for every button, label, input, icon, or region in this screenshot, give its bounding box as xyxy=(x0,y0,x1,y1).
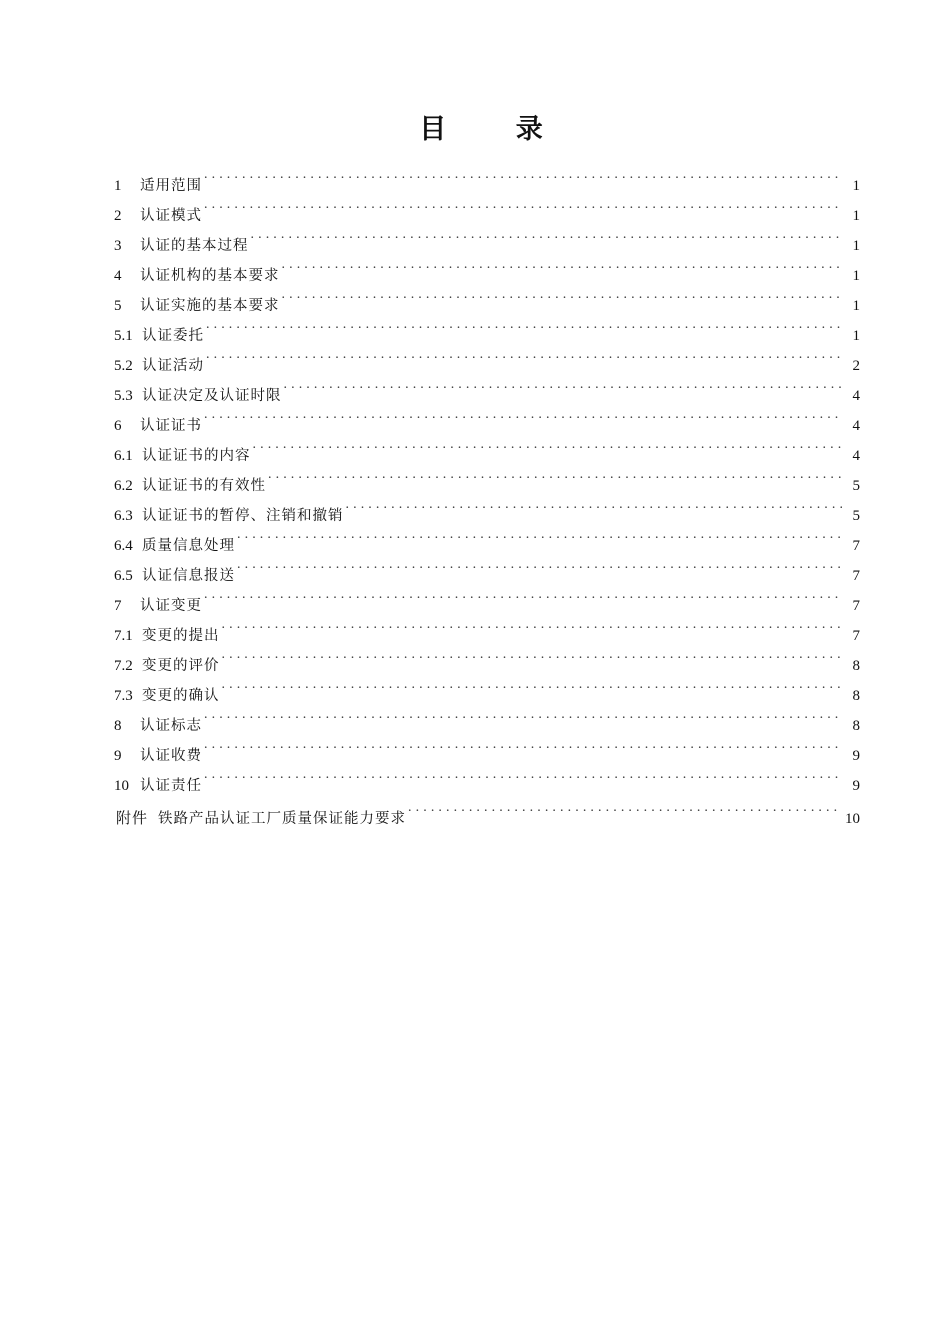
toc-entry-label: 认证机构的基本要求 xyxy=(140,268,280,284)
toc-dot-leader xyxy=(206,340,842,370)
toc-entry[interactable] xyxy=(114,430,860,464)
toc-dot-leader xyxy=(222,610,843,640)
toc-entry-page: 1 xyxy=(852,178,860,194)
toc-entry-label: 认证活动 xyxy=(142,358,204,374)
toc-entry-label: 变更的评价 xyxy=(142,658,220,674)
toc-dot-leader xyxy=(268,460,842,490)
toc-entry-label: 认证证书的内容 xyxy=(142,448,251,464)
toc-entry-number: 5.1 xyxy=(114,328,133,344)
toc-title: 目 录 xyxy=(419,114,573,145)
toc-entry-page: 1 xyxy=(852,208,860,224)
toc-entry-label: 认证信息报送 xyxy=(142,568,235,584)
toc-dot-leader xyxy=(204,160,842,190)
toc-dot-leader xyxy=(222,640,843,670)
toc-entry-number: 3 xyxy=(114,238,122,254)
table-of-contents xyxy=(114,160,860,827)
toc-appendix-prefix: 附件 xyxy=(116,811,149,827)
toc-entry-number: 6.2 xyxy=(114,478,133,494)
toc-entry-page: 1 xyxy=(852,328,860,344)
toc-entry-label: 认证证书的暂停、注销和撤销 xyxy=(142,508,344,524)
toc-entry-number: 4 xyxy=(114,268,122,284)
toc-entry[interactable] xyxy=(114,160,860,194)
toc-dot-leader xyxy=(204,700,842,730)
toc-entry-number: 6.5 xyxy=(114,568,133,584)
toc-entry-page: 8 xyxy=(852,658,860,674)
toc-entry-number: 2 xyxy=(114,208,122,224)
toc-entry-number: 5.3 xyxy=(114,388,133,404)
toc-entry-page: 5 xyxy=(852,478,860,494)
toc-entry-page: 4 xyxy=(852,388,860,404)
toc-entry-page: 7 xyxy=(852,628,860,644)
toc-entry-page: 5 xyxy=(852,508,860,524)
toc-entry[interactable] xyxy=(114,310,860,344)
toc-dot-leader xyxy=(204,760,842,790)
toc-dot-leader xyxy=(346,490,843,520)
toc-entry-label: 认证证书的有效性 xyxy=(142,478,266,494)
toc-dot-leader xyxy=(222,670,843,700)
toc-entry-label: 认证收费 xyxy=(140,748,202,764)
toc-entry-page: 8 xyxy=(852,718,860,734)
toc-entry-number: 7.2 xyxy=(114,658,133,674)
toc-entry-label: 铁路产品认证工厂质量保证能力要求 xyxy=(158,811,407,827)
toc-entry-label: 认证实施的基本要求 xyxy=(140,298,280,314)
toc-entry-label: 认证模式 xyxy=(140,208,202,224)
toc-entry-page: 4 xyxy=(852,448,860,464)
toc-dot-leader xyxy=(204,190,842,220)
toc-dot-leader xyxy=(282,250,843,280)
toc-entry-number: 1 xyxy=(114,178,122,194)
toc-entry-page: 9 xyxy=(852,778,860,794)
toc-entry-label: 变更的提出 xyxy=(142,628,220,644)
toc-dot-leader xyxy=(251,220,843,250)
toc-entry[interactable] xyxy=(114,670,860,704)
toc-entry-label: 认证的基本过程 xyxy=(140,238,249,254)
toc-entry-number: 5 xyxy=(114,298,122,314)
toc-entry[interactable] xyxy=(114,370,860,404)
toc-entry-page: 7 xyxy=(852,538,860,554)
toc-entry-page: 1 xyxy=(852,238,860,254)
toc-entry-page: 1 xyxy=(852,298,860,314)
toc-entry-label: 认证变更 xyxy=(140,598,202,614)
toc-entry[interactable] xyxy=(114,640,860,674)
toc-entry-appendix[interactable] xyxy=(114,793,860,827)
toc-entry[interactable] xyxy=(114,700,860,734)
toc-entry[interactable] xyxy=(114,400,860,434)
toc-entry[interactable] xyxy=(114,190,860,224)
toc-entry[interactable] xyxy=(114,610,860,644)
toc-entry[interactable] xyxy=(114,220,860,254)
toc-dot-leader xyxy=(204,400,842,430)
toc-dot-leader xyxy=(204,730,842,760)
toc-dot-leader xyxy=(237,520,842,550)
toc-dot-leader xyxy=(204,580,842,610)
toc-dot-leader xyxy=(408,793,837,823)
toc-dot-leader xyxy=(237,550,842,580)
toc-entry-number: 7 xyxy=(114,598,122,614)
toc-entry-number: 7.3 xyxy=(114,688,133,704)
toc-entry-label: 认证决定及认证时限 xyxy=(142,388,282,404)
toc-entry-page: 4 xyxy=(852,418,860,434)
toc-entry-page: 7 xyxy=(852,598,860,614)
toc-entry-label: 变更的确认 xyxy=(142,688,220,704)
toc-entry[interactable] xyxy=(114,760,860,794)
toc-entry-number: 6.3 xyxy=(114,508,133,524)
toc-entry-number: 6.4 xyxy=(114,538,133,554)
toc-entry-number: 6 xyxy=(114,418,122,434)
toc-entry-label: 认证证书 xyxy=(140,418,202,434)
toc-entry-page: 1 xyxy=(852,268,860,284)
toc-entry-page: 8 xyxy=(852,688,860,704)
toc-entry-label: 适用范围 xyxy=(140,178,202,194)
toc-entry-number: 6.1 xyxy=(114,448,133,464)
toc-entry-label: 认证责任 xyxy=(140,778,202,794)
toc-entry-page: 9 xyxy=(852,748,860,764)
toc-entry[interactable] xyxy=(114,340,860,374)
toc-entry[interactable] xyxy=(114,580,860,614)
toc-entry-label: 认证标志 xyxy=(140,718,202,734)
toc-entry-page: 10 xyxy=(845,811,860,827)
toc-entry-number: 10 xyxy=(114,778,129,794)
toc-entry-number: 9 xyxy=(114,748,122,764)
toc-entry-number: 8 xyxy=(114,718,122,734)
toc-entry-label: 认证委托 xyxy=(142,328,204,344)
toc-entry[interactable] xyxy=(114,730,860,764)
toc-entry-page: 2 xyxy=(852,358,860,374)
toc-entry-number: 7.1 xyxy=(114,628,133,644)
toc-entry-page: 7 xyxy=(852,568,860,584)
toc-dot-leader xyxy=(253,430,843,460)
toc-dot-leader xyxy=(284,370,843,400)
toc-entry-number: 5.2 xyxy=(114,358,133,374)
toc-dot-leader xyxy=(282,280,843,310)
toc-entry-label: 质量信息处理 xyxy=(142,538,235,554)
toc-dot-leader xyxy=(206,310,842,340)
